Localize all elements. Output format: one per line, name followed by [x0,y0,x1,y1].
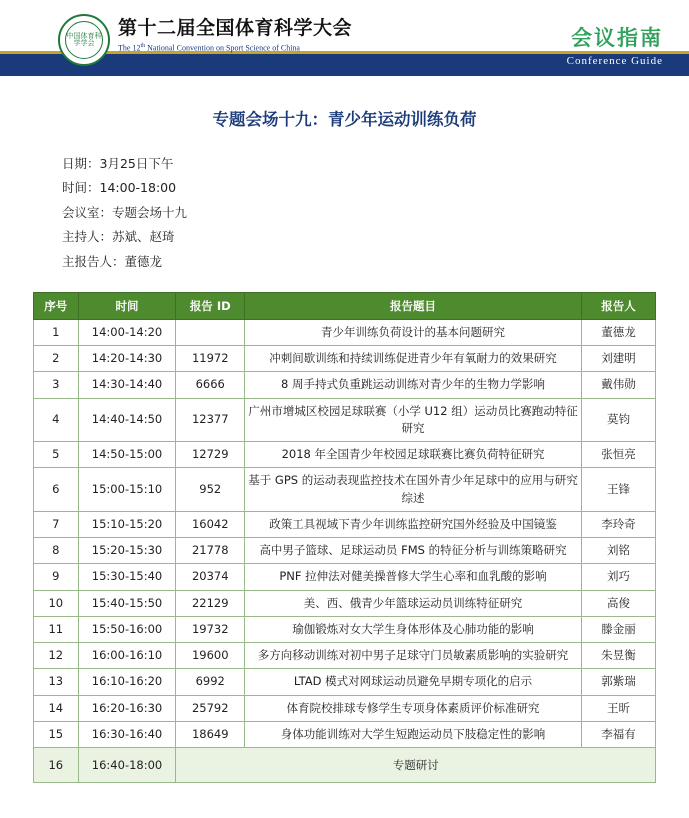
org-en-sup: th [140,42,146,49]
cell-title: 美、西、俄青少年篮球运动员训练特征研究 [244,590,581,616]
cell-time: 16:20-16:30 [78,695,176,721]
cell-no: 8 [34,538,79,564]
cell-id: 952 [176,468,245,512]
table-body [34,319,656,782]
cell-title: 瑜伽锻炼对女大学生身体形体及心肺功能的影响 [244,616,581,642]
cell-time: 16:00-16:10 [78,643,176,669]
cell-no: 7 [34,511,79,537]
meta-time: 时间：14:00-18:00 [62,180,177,196]
cell-id: 12377 [176,398,245,442]
cell-title: 身体功能训练对大学生短跑运动员下肢稳定性的影响 [244,721,581,747]
table-row [34,372,656,398]
cell-time: 14:20-14:30 [78,346,176,372]
cell-no: 13 [34,669,79,695]
column-header-title: 报告题目 [244,292,581,319]
table-row [34,319,656,345]
cell-id: 22129 [176,590,245,616]
table-row [34,590,656,616]
cell-id: 19600 [176,643,245,669]
cell-time: 15:20-15:30 [78,538,176,564]
table-row [34,468,656,512]
cell-speaker: 李玲奇 [582,511,656,537]
cell-title: 高中男子篮球、足球运动员 FMS 的特征分析与训练策略研究 [244,538,581,564]
cell-id: 6992 [176,669,245,695]
cell-title: 冲刺间歇训练和持续训练促进青少年有氧耐力的效果研究 [244,346,581,372]
cell-title: 政策工具视域下青少年训练监控研究国外经验及中国镜鉴 [244,511,581,537]
column-header-id: 报告 ID [176,292,245,319]
conference-logo [58,14,352,66]
cell-id: 19732 [176,616,245,642]
column-header-time: 时间 [78,292,176,319]
cell-title: 8 周手持式负重跳运动训练对青少年的生物力学影响 [244,372,581,398]
cell-speaker: 郭紫瑞 [582,669,656,695]
column-header-speaker: 报告人 [582,292,656,319]
org-en-suffix: National Convention on Sport Science of China [145,43,300,53]
cell-no: 3 [34,372,79,398]
cell-discussion-title: 专题研讨 [176,748,656,783]
cell-time: 15:40-15:50 [78,590,176,616]
cell-title: 多方向移动训练对初中男子足球守门员敏素质影响的实验研究 [244,643,581,669]
page-header [0,0,689,76]
cell-speaker: 滕金丽 [582,616,656,642]
cell-no: 16 [34,748,79,783]
cell-title: LTAD 模式对网球运动员避免早期专项化的启示 [244,669,581,695]
cell-title: 2018 年全国青少年校园足球联赛比赛负荷特征研究 [244,442,581,468]
table-header [34,292,656,319]
cell-no: 14 [34,695,79,721]
cell-title: 广州市增城区校园足球联赛（小学 U12 组）运动员比赛跑动特征研究 [244,398,581,442]
cell-id: 21778 [176,538,245,564]
meta-host: 主持人：苏斌、赵琦 [62,229,175,245]
table-row [34,721,656,747]
cell-speaker: 李福有 [582,721,656,747]
cell-id [176,319,245,345]
cell-time: 14:40-14:50 [78,398,176,442]
cell-no: 1 [34,319,79,345]
organization-name-en [118,43,352,53]
meta-keynote: 主报告人：董德龙 [62,253,163,269]
cell-no: 9 [34,564,79,590]
emblem-icon [58,14,110,66]
sessions-table [33,292,656,783]
cell-id: 20374 [176,564,245,590]
org-en-prefix: The 12 [118,43,141,53]
table-row [34,346,656,372]
cell-id: 18649 [176,721,245,747]
sessions-table-container [33,292,656,783]
cell-speaker: 王昕 [582,695,656,721]
cell-id: 25792 [176,695,245,721]
cell-no: 5 [34,442,79,468]
cell-time: 16:40-18:00 [78,748,176,783]
cell-speaker: 刘巧 [582,564,656,590]
meta-date: 日期：3月25日下午 [62,156,174,171]
cell-no: 12 [34,643,79,669]
table-row [34,538,656,564]
page-title: 专题会场十九：青少年运动训练负荷 [212,110,477,129]
cell-speaker: 董德龙 [582,319,656,345]
table-header-row [34,292,656,319]
cell-speaker: 戴伟勋 [582,372,656,398]
table-row [34,616,656,642]
guide-title-cn: 会议指南 [571,26,663,50]
table-row [34,695,656,721]
cell-title: 基于 GPS 的运动表现监控技术在国外青少年足球中的应用与研究综述 [244,468,581,512]
cell-speaker: 高俊 [582,590,656,616]
cell-no: 6 [34,468,79,512]
table-row [34,511,656,537]
table-row [34,442,656,468]
cell-speaker: 莫钧 [582,398,656,442]
emblem-label: 中国体育科学学会 [65,21,103,59]
cell-time: 16:30-16:40 [78,721,176,747]
cell-id: 11972 [176,346,245,372]
cell-speaker: 刘建明 [582,346,656,372]
session-meta [62,152,689,274]
cell-time: 14:50-15:00 [78,442,176,468]
cell-no: 11 [34,616,79,642]
cell-no: 2 [34,346,79,372]
cell-title: 体育院校排球专修学生专项身体素质评价标准研究 [244,695,581,721]
cell-id: 6666 [176,372,245,398]
cell-time: 14:30-14:40 [78,372,176,398]
table-row [34,564,656,590]
column-header-no: 序号 [34,292,79,319]
organization-name-cn: 第十二届全国体育科学大会 [118,17,353,39]
cell-time: 15:50-16:00 [78,616,176,642]
guide-title-en: Conference Guide [566,55,663,67]
meta-room: 会议室：专题会场十九 [62,204,188,220]
cell-no: 10 [34,590,79,616]
cell-no: 15 [34,721,79,747]
table-row-discussion [34,748,656,783]
table-row [34,669,656,695]
table-row [34,643,656,669]
cell-time: 14:00-14:20 [78,319,176,345]
cell-title: 青少年训练负荷设计的基本问题研究 [244,319,581,345]
cell-speaker: 张恒亮 [582,442,656,468]
table-row [34,398,656,442]
cell-time: 15:30-15:40 [78,564,176,590]
cell-no: 4 [34,398,79,442]
cell-speaker: 王锋 [582,468,656,512]
cell-id: 16042 [176,511,245,537]
cell-time: 15:00-15:10 [78,468,176,512]
cell-speaker: 刘铭 [582,538,656,564]
cell-time: 15:10-15:20 [78,511,176,537]
cell-time: 16:10-16:20 [78,669,176,695]
cell-id: 12729 [176,442,245,468]
cell-title: PNF 拉伸法对健美操普修大学生心率和血乳酸的影响 [244,564,581,590]
cell-speaker: 朱昱衡 [582,643,656,669]
